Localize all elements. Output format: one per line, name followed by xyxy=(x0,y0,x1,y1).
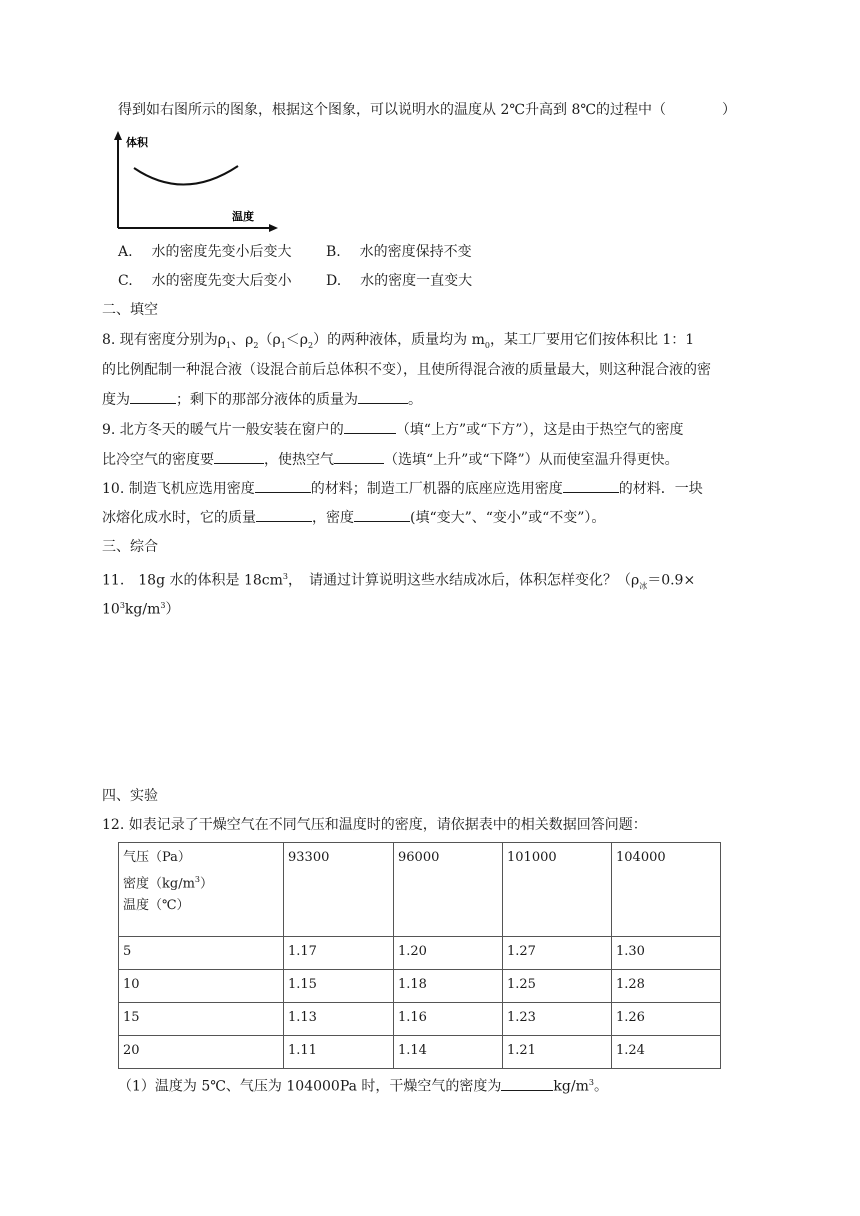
section-4-title: 四、实验 xyxy=(102,788,158,804)
y-axis-label: 体积 xyxy=(126,136,148,149)
pressure-header: 104000 xyxy=(612,843,721,937)
temp-cell: 5 xyxy=(119,937,284,970)
density-cell: 1.11 xyxy=(284,1036,394,1069)
x-axis-label: 温度 xyxy=(232,210,254,223)
q9-line-1: 9. 北方冬天的暖气片一般安装在窗户的 （填“上方”或“下方”），这是由于热空气的密度 xyxy=(102,419,683,440)
density-cell: 1.15 xyxy=(284,970,394,1003)
option-b[interactable] xyxy=(326,242,472,262)
q11-line-2: $10^3kg/m^3$） xyxy=(102,601,180,618)
section-3-title: 三、综合 xyxy=(102,539,158,555)
density-cell: 1.27 xyxy=(503,937,612,970)
option-b-letter: B. xyxy=(326,244,341,260)
volume-temperature-graph xyxy=(112,128,282,236)
q12-stem: 12. 如表记录了干燥空气在不同气压和温度时的密度，请依据表中的相关数据回答问题： xyxy=(102,817,647,833)
option-a[interactable] xyxy=(118,242,291,262)
density-cell: 1.30 xyxy=(612,937,721,970)
q9-blank-1[interactable] xyxy=(344,419,396,434)
density-cell: 1.24 xyxy=(612,1036,721,1069)
table-row xyxy=(119,937,721,970)
q8-line-2: 的比例配制一种混合液（设混合前后总体积不变），且使所得混合液的质量最大，则这种混合液的密 xyxy=(102,362,711,378)
density-cell: 1.13 xyxy=(284,1003,394,1036)
q11-line-1: 11. 18g 水的体积是 $18cm^3$， 请通过计算说明这些水结成冰后，体积怎样变化？（$\rho_冰=0.9\times$ xyxy=(102,572,696,591)
q9-line-2: 比冷空气的密度要 ，使热空气 （选填“上升”或“下降”）从而使室温升得更快。 xyxy=(102,449,679,470)
table-row xyxy=(119,1036,721,1069)
q8-line-3: 度为 ；剩下的那部分液体的质量为 。 xyxy=(102,389,422,410)
q10-blank-3[interactable] xyxy=(256,507,312,522)
option-b-text: 水的密度保持不变 xyxy=(359,244,472,260)
density-table xyxy=(118,842,721,1069)
q8-line-1: 8. 现有密度分别为$\rho_1$、$\rho_2(\rho_1<\rho_2)$的两种液体，质量均为 $m_0$，某工厂要用它们按体积比 1：1 xyxy=(102,332,695,350)
q10-line-2: 冰熔化成水时，它的质量 ，密度 (填“变大”、“变小”或“不变”）。 xyxy=(102,507,605,528)
density-cell: 1.28 xyxy=(612,970,721,1003)
option-a-text: 水的密度先变小后变大 xyxy=(151,244,292,260)
density-cell: 1.17 xyxy=(284,937,394,970)
q10-blank-4[interactable] xyxy=(354,507,410,522)
option-c-text: 水的密度先变大后变小 xyxy=(151,273,292,289)
density-cell: 1.23 xyxy=(503,1003,612,1036)
q9-blank-2[interactable] xyxy=(214,449,264,464)
density-cell: 1.25 xyxy=(503,970,612,1003)
density-cell: 1.21 xyxy=(503,1036,612,1069)
table-row xyxy=(119,970,721,1003)
temp-cell: 15 xyxy=(119,1003,284,1036)
option-c[interactable] xyxy=(118,271,292,291)
q9-blank-3[interactable] xyxy=(334,449,384,464)
table-header-row xyxy=(119,843,721,937)
volume-curve xyxy=(134,166,238,185)
x-axis-arrow xyxy=(269,224,278,232)
temp-cell: 20 xyxy=(119,1036,284,1069)
option-d-text: 水的密度一直变大 xyxy=(360,273,473,289)
q8-blank-1[interactable] xyxy=(130,389,176,404)
q10-blank-1[interactable] xyxy=(255,478,311,493)
q8-blank-2[interactable] xyxy=(358,389,408,404)
option-a-letter: A. xyxy=(118,244,133,260)
density-cell: 1.18 xyxy=(394,970,503,1003)
q12-sub-question-1: （1）温度为 5℃、气压为 104000Pa 时，干燥空气的密度为 $kg/m^3$。 xyxy=(118,1073,608,1097)
option-d-letter: D. xyxy=(326,273,342,289)
q7-stem: 得到如右图所示的图象，根据这个图象，可以说明水的温度从 2℃升高到 8℃的过程中（ ） xyxy=(118,102,737,118)
q10-blank-2[interactable] xyxy=(563,478,619,493)
density-cell: 1.26 xyxy=(612,1003,721,1036)
header-label-cell: 气压（Pa） 密度$(kg/m^3)$ 温度（℃） xyxy=(119,843,284,937)
density-cell: 1.16 xyxy=(394,1003,503,1036)
q12-blank-1[interactable] xyxy=(501,1076,553,1091)
option-c-letter: C. xyxy=(118,273,133,289)
option-d[interactable] xyxy=(326,271,472,291)
pressure-header: 101000 xyxy=(503,843,612,937)
pressure-header: 93300 xyxy=(284,843,394,937)
density-cell: 1.14 xyxy=(394,1036,503,1069)
temp-cell: 10 xyxy=(119,970,284,1003)
table-row xyxy=(119,1003,721,1036)
section-2-title: 二、填空 xyxy=(102,302,158,318)
y-axis-arrow xyxy=(114,131,122,140)
q10-line-1: 10. 制造飞机应选用密度 的材料；制造工厂机器的底座应选用密度 的材料．一块 xyxy=(102,478,703,499)
pressure-header: 96000 xyxy=(394,843,503,937)
density-cell: 1.20 xyxy=(394,937,503,970)
